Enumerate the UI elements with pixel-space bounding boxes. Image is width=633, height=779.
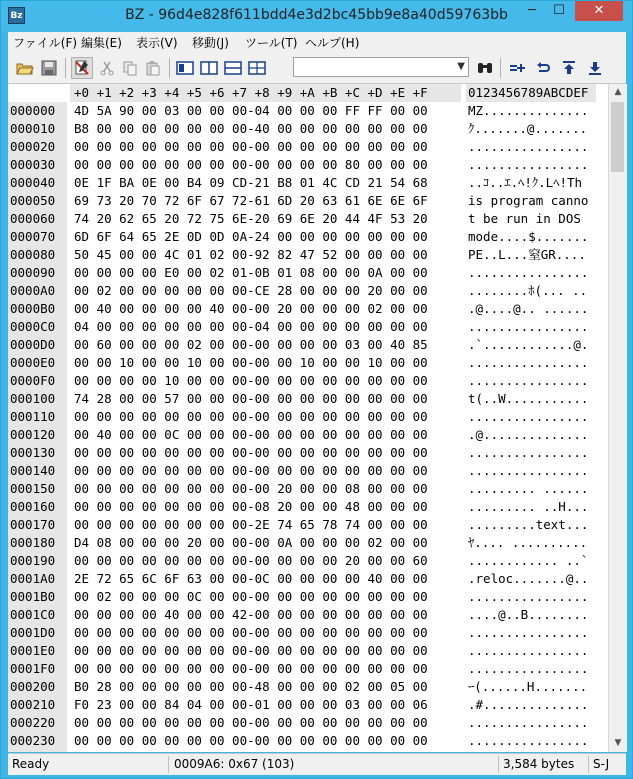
row-text[interactable]: ................ [468, 733, 589, 748]
row-address: 000010 [10, 121, 56, 136]
row-hex-bytes[interactable]: 00 00 00 00 00 00 00 00-00 00 00 00 00 00 00 00 [74, 625, 428, 640]
row-text[interactable]: ................ [468, 625, 589, 640]
row-address: 000130 [10, 445, 56, 460]
row-address: 000230 [10, 733, 56, 748]
row-hex-bytes[interactable]: 00 00 00 00 40 00 00 42-00 00 00 00 00 00 00 00 [74, 607, 428, 622]
row-hex-bytes[interactable]: 00 60 00 00 00 02 00 00-00 00 00 00 03 00 40 85 [74, 337, 428, 352]
row-address: 000100 [10, 391, 56, 406]
find-binoculars-icon[interactable] [474, 57, 496, 79]
row-text[interactable]: ................ [468, 643, 589, 658]
hex-editor-view[interactable] [8, 84, 608, 752]
row-address: 000160 [10, 499, 56, 514]
row-text[interactable]: .@....@.. ...... [468, 301, 589, 316]
toolbar-separator [500, 58, 501, 78]
row-hex-bytes[interactable]: 50 45 00 00 4C 01 02 00-92 82 47 52 00 00 00 00 [74, 247, 428, 262]
row-hex-bytes[interactable]: 00 00 00 00 10 00 00 00-00 00 00 00 00 00 00 00 [74, 373, 428, 388]
row-address: 000200 [10, 679, 56, 694]
row-text[interactable]: ........ﾎ(... .. [468, 283, 588, 298]
view-split-vertical-icon[interactable] [198, 57, 220, 79]
scroll-up-arrow-icon[interactable]: ▲ [614, 87, 622, 97]
row-text[interactable]: .reloc.......@.. [468, 571, 589, 586]
row-hex-bytes[interactable]: 00 00 00 00 00 00 00 00-00 00 00 00 20 00 00 60 [74, 553, 428, 568]
window-title: BZ - 96d4e828f611bdd4e3d2bc45bb9e8a40d59763bb [125, 7, 508, 23]
row-hex-bytes[interactable]: 00 00 00 00 E0 00 02 01-0B 01 08 00 00 0A 00 00 [74, 265, 428, 280]
row-hex-bytes[interactable]: 2E 72 65 6C 6F 63 00 00-0C 00 00 00 00 40 00 00 [74, 571, 428, 586]
row-hex-bytes[interactable]: 00 40 00 00 00 00 40 00-00 20 00 00 00 02 00 00 [74, 301, 428, 316]
open-folder-icon[interactable] [14, 57, 36, 79]
row-text[interactable]: ................ [468, 445, 589, 460]
row-text[interactable]: is program canno [468, 193, 589, 208]
row-address: 0001C0 [10, 607, 56, 622]
status-ready: Ready [12, 757, 50, 771]
view-split-horizontal-icon[interactable] [222, 57, 244, 79]
menu-jump[interactable]: 移動(J) [192, 36, 229, 50]
row-text[interactable]: t be run in DOS [468, 211, 589, 226]
chevron-down-icon[interactable]: ▼ [457, 61, 465, 72]
row-address: 000110 [10, 409, 56, 424]
row-hex-bytes[interactable]: 00 00 00 00 00 00 00 00-00 20 00 00 08 00 00 00 [74, 481, 428, 496]
view-compare-icon[interactable] [246, 57, 268, 79]
row-hex-bytes[interactable]: 00 00 10 00 00 10 00 00-00 00 10 00 00 10 00 00 [74, 355, 428, 370]
row-hex-bytes[interactable]: 00 00 00 00 00 00 00 00-00 00 00 00 00 00 00 00 [74, 445, 428, 460]
row-address: 000170 [10, 517, 56, 532]
cut-icon[interactable] [96, 57, 118, 79]
row-text[interactable]: ............ ..` [468, 553, 589, 568]
row-address: 000090 [10, 265, 56, 280]
row-hex-bytes[interactable]: 00 00 00 00 00 00 00 00-00 00 00 00 00 00 00 00 [74, 733, 428, 748]
row-address: 0001D0 [10, 625, 56, 640]
minimize-button[interactable]: ─ [528, 3, 536, 18]
row-hex-bytes[interactable]: 00 00 00 00 00 00 00 00-00 00 00 00 00 00 00 00 [74, 139, 428, 154]
menu-tools[interactable]: ツール(T) [245, 36, 298, 50]
close-button[interactable]: ✕ [575, 1, 623, 21]
status-divider [588, 756, 589, 773]
menu-view[interactable]: 表示(V) [136, 36, 178, 50]
paste-icon[interactable] [142, 57, 164, 79]
row-text[interactable]: ................ [468, 409, 589, 424]
row-text[interactable]: ......... ...... [468, 481, 589, 496]
status-bar [8, 753, 626, 775]
row-hex-bytes[interactable]: 00 00 00 00 00 00 00 00-00 00 00 00 00 00 00 00 [74, 463, 428, 478]
row-hex-bytes[interactable]: B8 00 00 00 00 00 00 00-40 00 00 00 00 00 00 00 [74, 121, 428, 136]
row-hex-bytes[interactable]: 00 00 00 00 00 00 00 00-00 00 00 00 00 00 00 00 [74, 409, 428, 424]
menu-help[interactable]: ヘルプ(H) [305, 36, 360, 50]
row-hex-bytes[interactable]: 00 00 00 00 00 00 00 00-00 00 00 00 00 00 00 00 [74, 643, 428, 658]
menu-edit[interactable]: 編集(E) [81, 36, 122, 50]
row-hex-bytes[interactable]: 00 40 00 00 0C 00 00 00-00 00 00 00 00 00 00 00 [74, 427, 428, 442]
row-text[interactable]: .@.............. [468, 427, 589, 442]
row-address: 000030 [10, 157, 56, 172]
row-address: 000040 [10, 175, 56, 190]
app-icon[interactable]: Bz [8, 7, 25, 24]
goto-equal-icon[interactable] [506, 57, 528, 79]
row-hex-bytes[interactable]: 00 00 00 00 00 00 00 00-00 00 00 00 80 00 00 00 [74, 157, 428, 172]
maximize-button[interactable]: ☐ [553, 3, 565, 18]
row-text[interactable]: ................ [468, 157, 589, 172]
scroll-down-arrow-icon[interactable]: ▼ [614, 738, 622, 748]
row-address: 0000E0 [10, 355, 56, 370]
row-address: 000050 [10, 193, 56, 208]
row-text[interactable]: ｸ.......@....... [468, 121, 588, 136]
row-hex-bytes[interactable]: 0E 1F BA 0E 00 B4 09 CD-21 B8 01 4C CD 21 54 68 [74, 175, 428, 190]
row-text[interactable]: ....@..B........ [468, 607, 589, 622]
row-text[interactable]: ................ [468, 715, 589, 730]
status-encoding: S-J [593, 757, 610, 771]
status-file-size: 3,584 bytes [503, 757, 575, 771]
row-text[interactable]: ................ [468, 463, 589, 478]
menu-file[interactable]: ファイル(F) [13, 36, 78, 50]
jump-top-icon[interactable] [558, 57, 580, 79]
row-hex-bytes[interactable]: 00 00 00 00 00 00 00 00-08 20 00 00 48 00 00 00 [74, 499, 428, 514]
toolbar-separator [169, 58, 170, 78]
status-divider [168, 756, 169, 773]
row-address: 000210 [10, 697, 56, 712]
row-text[interactable]: .#.............. [468, 697, 589, 712]
row-text[interactable]: ｰ(......H....... [468, 679, 588, 694]
row-hex-bytes[interactable]: 00 00 00 00 00 00 00 00-00 00 00 00 00 00 00 00 [74, 715, 428, 730]
row-address: 000190 [10, 553, 56, 568]
row-address: 0001E0 [10, 643, 56, 658]
hex-column-header: +0 +1 +2 +3 +4 +5 +6 +7 +8 +9 +A +B +C +D +E +F [74, 85, 428, 100]
row-text[interactable]: ..ｺ..ｴ.ﾍ!ｸ.Lﾍ!Th [468, 175, 583, 190]
row-address: 000070 [10, 229, 56, 244]
jump-back-icon[interactable] [532, 57, 554, 79]
vertical-scrollbar[interactable] [608, 84, 627, 752]
row-hex-bytes[interactable]: 00 02 00 00 00 00 00 00-CE 28 00 00 00 20 00 00 [74, 283, 428, 298]
row-text[interactable]: ﾔ.... .......... [468, 535, 588, 550]
row-text[interactable]: mode....$....... [468, 229, 589, 244]
status-position: 0009A6: 0x67 (103) [174, 757, 295, 771]
row-address: 0001B0 [10, 589, 56, 604]
row-address: 000080 [10, 247, 56, 262]
readonly-toggle-icon[interactable] [71, 57, 93, 79]
row-text[interactable]: ................ [468, 139, 589, 154]
row-address: 0001A0 [10, 571, 56, 586]
row-text[interactable]: MZ.............. [468, 103, 589, 118]
row-hex-bytes[interactable]: 69 73 20 70 72 6F 67 72-61 6D 20 63 61 6E 6E 6F [74, 193, 428, 208]
row-hex-bytes[interactable]: 74 20 62 65 20 72 75 6E-20 69 6E 20 44 4F 53 20 [74, 211, 428, 226]
row-address: 0000B0 [10, 301, 56, 316]
row-address: 000000 [10, 103, 56, 118]
menu-bar [8, 32, 626, 53]
copy-icon[interactable] [119, 57, 141, 79]
row-text[interactable]: .`............@. [468, 337, 589, 352]
row-hex-bytes[interactable]: 6D 6F 64 65 2E 0D 0D 0A-24 00 00 00 00 00 00 00 [74, 229, 428, 244]
row-hex-bytes[interactable]: 00 00 00 00 00 00 00 00-00 00 00 00 00 00 00 00 [74, 661, 428, 676]
toolbar-separator [65, 58, 66, 78]
row-address: 0001F0 [10, 661, 56, 676]
row-hex-bytes[interactable]: 04 00 00 00 00 00 00 00-04 00 00 00 00 00 00 00 [74, 319, 428, 334]
row-address: 000220 [10, 715, 56, 730]
row-text[interactable]: ................ [468, 265, 589, 280]
row-address: 0000F0 [10, 373, 56, 388]
row-text[interactable]: PE..L...窒GR.... [468, 247, 586, 262]
row-address: 000180 [10, 535, 56, 550]
status-divider [498, 756, 499, 773]
row-address: 000060 [10, 211, 56, 226]
row-text[interactable]: ................ [468, 373, 589, 388]
search-combobox[interactable] [293, 57, 469, 77]
row-address: 000120 [10, 427, 56, 442]
toolbar [8, 53, 626, 84]
row-text[interactable]: ................ [468, 319, 589, 334]
row-hex-bytes[interactable]: D4 08 00 00 00 20 00 00-00 0A 00 00 00 02 00 00 [74, 535, 428, 550]
row-text[interactable]: ................ [468, 661, 589, 676]
row-text[interactable]: .........text... [468, 517, 589, 532]
row-address: 0000A0 [10, 283, 56, 298]
scroll-thumb[interactable] [611, 102, 624, 172]
row-address: 0000C0 [10, 319, 56, 334]
row-address: 000140 [10, 463, 56, 478]
text-column-header: 0123456789ABCDEF [468, 85, 589, 100]
row-address: 000150 [10, 481, 56, 496]
row-hex-bytes[interactable]: 00 02 00 00 00 0C 00 00-00 00 00 00 00 00 00 00 [74, 589, 428, 604]
row-hex-bytes[interactable]: F0 23 00 00 84 04 00 00-01 00 00 00 03 00 00 06 [74, 697, 428, 712]
row-text[interactable]: ......... ..H... [468, 499, 589, 514]
row-address: 0000D0 [10, 337, 56, 352]
row-address: 000020 [10, 139, 56, 154]
row-hex-bytes[interactable]: 00 00 00 00 00 00 00 00-2E 74 65 78 74 00 00 00 [74, 517, 428, 532]
row-text[interactable]: ................ [468, 355, 589, 370]
row-text[interactable]: t(..W........... [468, 391, 589, 406]
save-icon[interactable] [38, 57, 60, 79]
row-hex-bytes[interactable]: B0 28 00 00 00 00 00 00-48 00 00 00 02 00 05 00 [74, 679, 428, 694]
row-hex-bytes[interactable]: 4D 5A 90 00 03 00 00 00-04 00 00 00 FF FF 00 00 [74, 103, 428, 118]
row-hex-bytes[interactable]: 74 28 00 00 57 00 00 00-00 00 00 00 00 00 00 00 [74, 391, 428, 406]
row-text[interactable]: ................ [468, 589, 589, 604]
view-single-icon[interactable] [174, 57, 196, 79]
jump-bottom-icon[interactable] [584, 57, 606, 79]
title-bar[interactable] [1, 1, 632, 31]
